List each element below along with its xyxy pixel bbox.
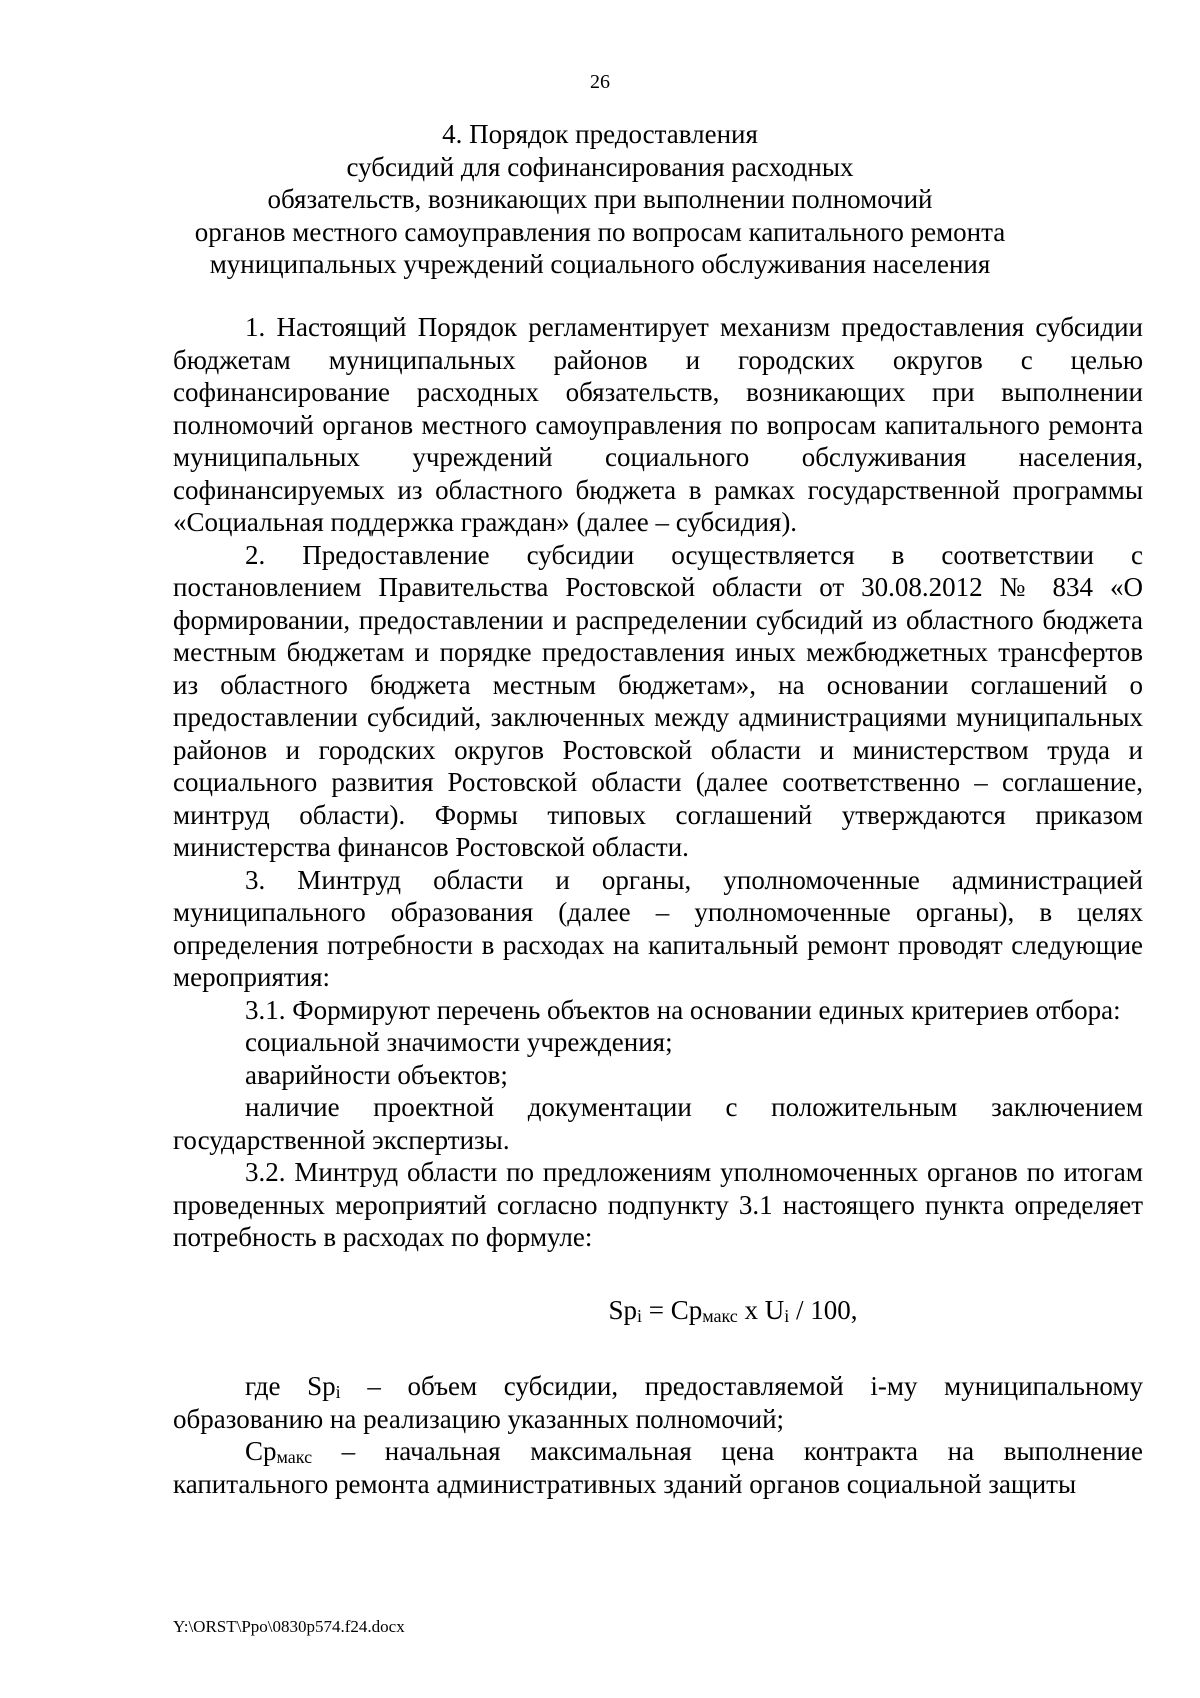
formula-mid: x U	[737, 1294, 785, 1325]
paragraph-2: 2. Предоставление субсидии осуществляется в соответствии с постановлением Правительства Ростовской области от 30.08.2012 № 834 «О формировании, предоставлении и распределении субсидий из областного бюджета местным бюджетам и порядке предоставления иных межбюджетных трансфертов из областного бюджета местным бюджетам», на основании соглашений о предоставлении субсидий, заключенных между администрациями муниципальных районов и городских округов Ростовской области и министерством труда и социального развития Ростовской области (далее соответственно – соглашение, минтруд области). Формы типовых соглашений утверждаются приказом министерства финансов Ростовской области.	[173, 539, 1143, 862]
definition-sp	[173, 1370, 1143, 1435]
heading-line: 4. Порядок предоставления	[442, 119, 758, 149]
heading-line: муниципальных учреждений социального обслуживания населения	[209, 249, 991, 279]
definition-sp-symbol: где Sp	[245, 1371, 336, 1401]
heading-line: субсидий для софинансирования расходных	[346, 151, 854, 182]
definition-cp-text: – начальная максимальная цена контракта на выполнение капитального ремонта административных зданий органов социальной защиты	[173, 1436, 1143, 1499]
paragraph-1: 1. Настоящий Порядок регламентирует механизм предоставления субсидии бюджетам муниципальных районов и городских округов с целью софинансирование расходных обязательств, возникающих при выполнении полномочий органов местного самоуправления по вопросам капитального ремонта муниципальных учреждений социального обслуживания населения, софинансируемых из областного бюджета в рамках государственной программы «Социальная поддержка граждан» (далее – субсидия).	[173, 312, 1143, 537]
paragraph-3-2: 3.2. Минтруд области по предложениям уполномоченных органов по итогам проведенных мероприятий согласно подпункту 3.1 настоящего пункта определяет потребность в расходах по формуле:	[173, 1157, 1143, 1252]
formula-tail: / 100,	[789, 1294, 858, 1325]
formula-lhs-sub: i	[636, 1305, 642, 1326]
formula-cp-sub: макс	[702, 1305, 738, 1326]
definition-cp-sub: макс	[276, 1447, 313, 1467]
heading-line: обязательств, возникающих при выполнении полномочий	[267, 184, 933, 214]
criterion-1: социальной значимости учреждения;	[245, 1027, 673, 1057]
heading-line: органов местного самоуправления по вопросам капитального ремонта	[194, 216, 1006, 247]
formula-lhs: Sp	[608, 1294, 637, 1325]
document-body	[173, 311, 1143, 1500]
criterion-3: наличие проектной документации с положительным заключением государственной экспертизы.	[173, 1092, 1143, 1155]
section-heading	[140, 118, 1060, 281]
page-number: 26	[590, 71, 610, 93]
file-path-footer: Y:\ORST\Ppo\0830p574.f24.docx	[173, 1617, 405, 1636]
definition-cp-symbol: Cp	[245, 1436, 277, 1466]
formula	[173, 1294, 1143, 1327]
paragraph-3-1: 3.1. Формируют перечень объектов на основании единых критериев отбора:	[245, 994, 1121, 1025]
criterion-2: аварийности объектов;	[245, 1059, 508, 1090]
formula-eq: = Cp	[641, 1294, 703, 1325]
definition-cp	[173, 1435, 1143, 1500]
definition-sp-text: – объем субсидии, предоставляемой i-му муниципальному образованию на реализацию указанных полномочий;	[173, 1371, 1143, 1434]
definition-sp-sub: i	[335, 1382, 341, 1402]
formula-u-sub: i	[784, 1305, 790, 1326]
paragraph-3: 3. Минтруд области и органы, уполномоченные администрацией муниципального образования (далее – уполномоченные органы), в целях определения потребности в расходах на капитальный ремонт проводят следующие мероприятия:	[173, 864, 1143, 992]
